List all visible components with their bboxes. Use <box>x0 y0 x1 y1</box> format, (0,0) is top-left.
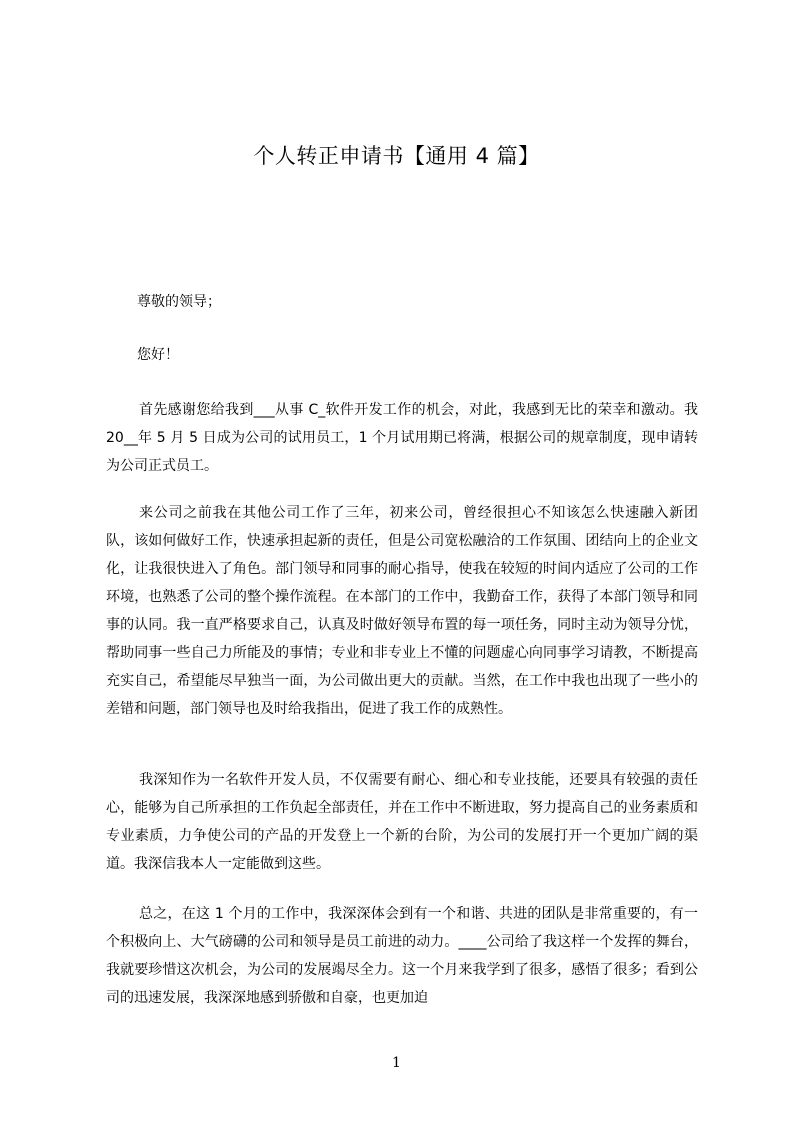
page-number: 1 <box>392 1055 401 1071</box>
paragraph-1: 首先感谢您给我到___从事 C_软件开发工作的机会，对此，我感到无比的荣幸和激动。我 20__年 5 月 5 日成为公司的试用员工，1 个月试用期已将满，根据公司的规章制度，现申请转为公司正式员工。 <box>106 402 698 474</box>
salutation: 尊敬的领导； <box>137 294 221 310</box>
greeting: 您好！ <box>137 347 179 363</box>
paragraph-4: 总之，在这 1 个月的工作中，我深深体会到有一个和谐、共进的团队是非常重要的，有一个积极向上、大气磅礴的公司和领导是员工前进的动力。____公司给了我这样一个发挥的舞台，我就要珍惜这次机会，为公司的发展竭尽全力。这一个月来我学到了很多，感悟了很多；看到公司的迅速发展，我深深地感到骄傲和自豪，也更加迫 <box>106 906 698 1006</box>
document-title: 个人转正申请书【通用 4 篇】 <box>253 144 540 168</box>
paragraph-2: 来公司之前我在其他公司工作了三年，初来公司，曾经很担心不知该怎么快速融入新团队，该如何做好工作，快速承担起新的责任，但是公司宽松融洽的工作氛围、团结向上的企业文化，让我很快进入了角色。部门领导和同事的耐心指导，使我在较短的时间内适应了公司的工作环境，也熟悉了公司的整个操作流程。在本部门的工作中，我勤奋工作，获得了本部门领导和同事的认同。我一直严格要求自己，认真及时做好领导布置的每一项任务，同时主动为领导分忧，帮助同事一些自己力所能及的事情；专业和非专业上不懂的问题虚心向同事学习请教，不断提高充实自己，希望能尽早独当一面，为公司做出更大的贡献。当然，在工作中我也出现了一些小的差错和问题，部门领导也及时给我指出，促进了我工作的成熟性。 <box>106 505 698 717</box>
paragraph-3: 我深知作为一名软件开发人员，不仅需要有耐心、细心和专业技能，还要具有较强的责任心，能够为自己所承担的工作负起全部责任，并在工作中不断进取，努力提高自己的业务素质和专业素质，力争使公司的产品的开发登上一个新的台阶，为公司的发展打开一个更加广阔的渠道。我深信我本人一定能做到这些。 <box>106 772 698 872</box>
